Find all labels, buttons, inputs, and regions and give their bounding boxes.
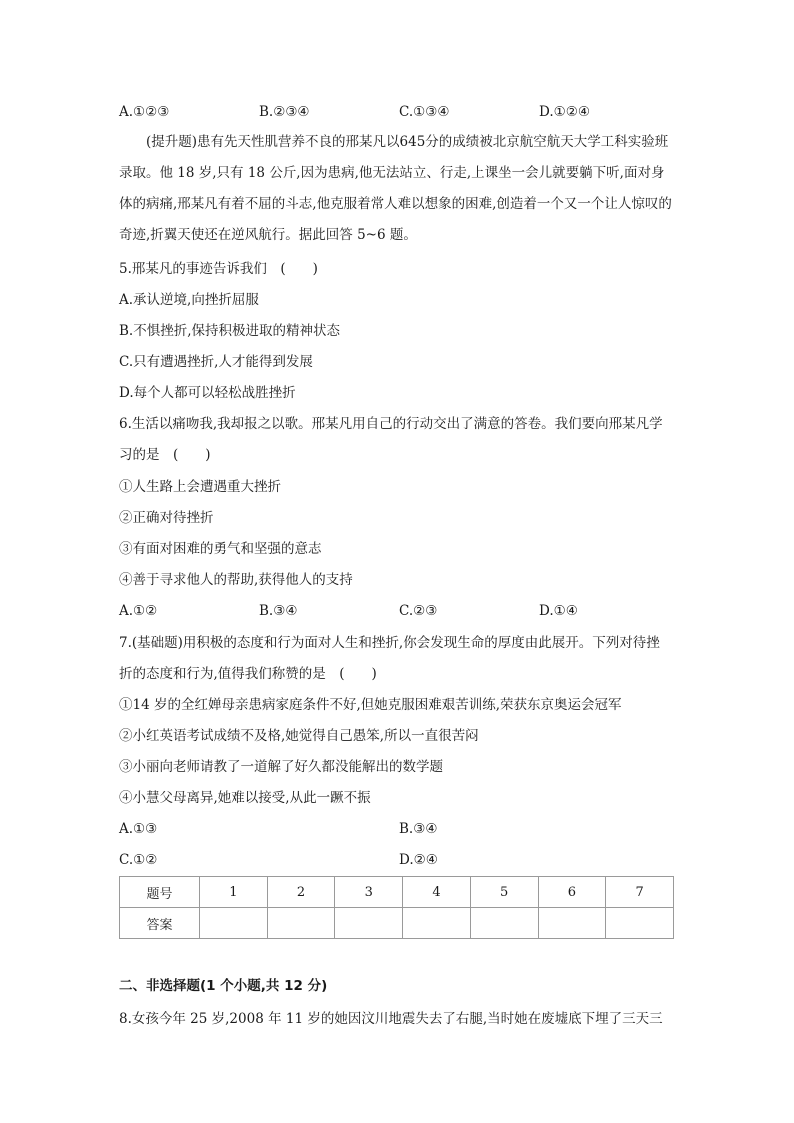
q8-text: 8.女孩今年 25 岁,2008 年 11 岁的她因汶川地震失去了右腿,当时她在废墟底下埋了三天三 — [119, 1011, 663, 1027]
q4-options — [119, 103, 679, 121]
q7-options-row1 — [119, 820, 679, 838]
q7-item-2: ②小红英语考试成绩不及格,她觉得自己愚笨,所以一直很苦闷 — [119, 728, 479, 744]
q5-option-b: B.不惧挫折,保持积极进取的精神状态 — [119, 323, 341, 339]
q6-item-2: ②正确对待挫折 — [119, 510, 214, 526]
q7-options-row2 — [119, 851, 679, 869]
q7-item-3: ③小丽向老师请教了一道解了好久都没能解出的数学题 — [119, 759, 443, 775]
answer-table-number: 4 — [403, 877, 471, 908]
answer-cell[interactable] — [267, 908, 335, 939]
answer-table-answer-row — [120, 908, 674, 939]
q7-item-1: ①14 岁的全红婵母亲患病家庭条件不好,但她克服困难艰苦训练,荣获东京奥运会冠军 — [119, 697, 622, 713]
answer-table-number: 6 — [538, 877, 606, 908]
answer-cell[interactable] — [470, 908, 538, 939]
section2-heading: 二、非选择题(1 个小题,共 12 分) — [119, 978, 328, 994]
q4-option-a: A.①②③ — [119, 104, 170, 120]
q6-item-3: ③有面对困难的勇气和坚强的意志 — [119, 541, 322, 557]
q7-stem-line1: 7.(基础题)用积极的态度和行为面对人生和挫折,你会发现生命的厚度由此展开。下列对待挫 — [119, 635, 660, 651]
q7-option-c: C.①② — [119, 852, 158, 868]
q6-option-a: A.①② — [119, 603, 158, 619]
q4-option-b: B.②③④ — [259, 104, 310, 120]
q6-option-d: D.①④ — [539, 603, 578, 619]
q6-option-b: B.③④ — [259, 603, 298, 619]
q7-option-d: D.②④ — [399, 852, 438, 868]
answer-table-number: 7 — [606, 877, 674, 908]
q5-option-a: A.承认逆境,向挫折屈服 — [119, 292, 259, 308]
answer-table-label-number: 题号 — [120, 877, 200, 908]
q7-option-b: B.③④ — [399, 821, 438, 837]
q7-item-4: ④小慧父母离异,她难以接受,从此一蹶不振 — [119, 790, 371, 806]
q6-stem-line2: 习的是 ( ) — [119, 447, 211, 463]
q7-option-a: A.①③ — [119, 821, 158, 837]
q4-option-c: C.①③④ — [399, 104, 450, 120]
answer-cell[interactable] — [606, 908, 674, 939]
answer-table-number: 3 — [335, 877, 403, 908]
q6-item-1: ①人生路上会遭遇重大挫折 — [119, 479, 281, 495]
q5-option-d: D.每个人都可以轻松战胜挫折 — [119, 385, 296, 401]
passage-text: (提升题)患有先天性肌营养不良的邢某凡以645分的成绩被北京航空航天大学工科实验班录取。他 18 岁,只有 18 公斤,因为患病,他无法站立、行走,上课坐一会儿就要躺下听,面对身体的病痛,邢某凡有着不屈的斗志,他克服着常人难以想象的困难,创造着一个又一个让人惊叹的奇迹,折翼天使还在逆风航行。据此回答 5~6 题。 — [119, 134, 672, 243]
passage — [119, 127, 675, 251]
answer-cell[interactable] — [335, 908, 403, 939]
q6-stem-line1: 6.生活以痛吻我,我却报之以歌。邢某凡用自己的行动交出了满意的答卷。我们要向邢某凡学 — [119, 416, 663, 432]
answer-table — [119, 876, 674, 939]
q7-stem-line2: 折的态度和行为,值得我们称赞的是 ( ) — [119, 666, 377, 682]
answer-table-number: 5 — [470, 877, 538, 908]
q4-option-d: D.①②④ — [539, 104, 590, 120]
q5-stem: 5.邢某凡的事迹告诉我们 ( ) — [119, 261, 318, 277]
answer-table-header-row — [120, 877, 674, 908]
answer-cell[interactable] — [403, 908, 471, 939]
answer-cell[interactable] — [538, 908, 606, 939]
answer-table-label-answer: 答案 — [120, 908, 200, 939]
q6-options — [119, 602, 679, 620]
q5-option-c: C.只有遭遇挫折,人才能得到发展 — [119, 354, 313, 370]
answer-cell[interactable] — [200, 908, 268, 939]
answer-table-number: 1 — [200, 877, 268, 908]
answer-table-number: 2 — [267, 877, 335, 908]
q6-option-c: C.②③ — [399, 603, 438, 619]
q6-item-4: ④善于寻求他人的帮助,获得他人的支持 — [119, 572, 353, 588]
